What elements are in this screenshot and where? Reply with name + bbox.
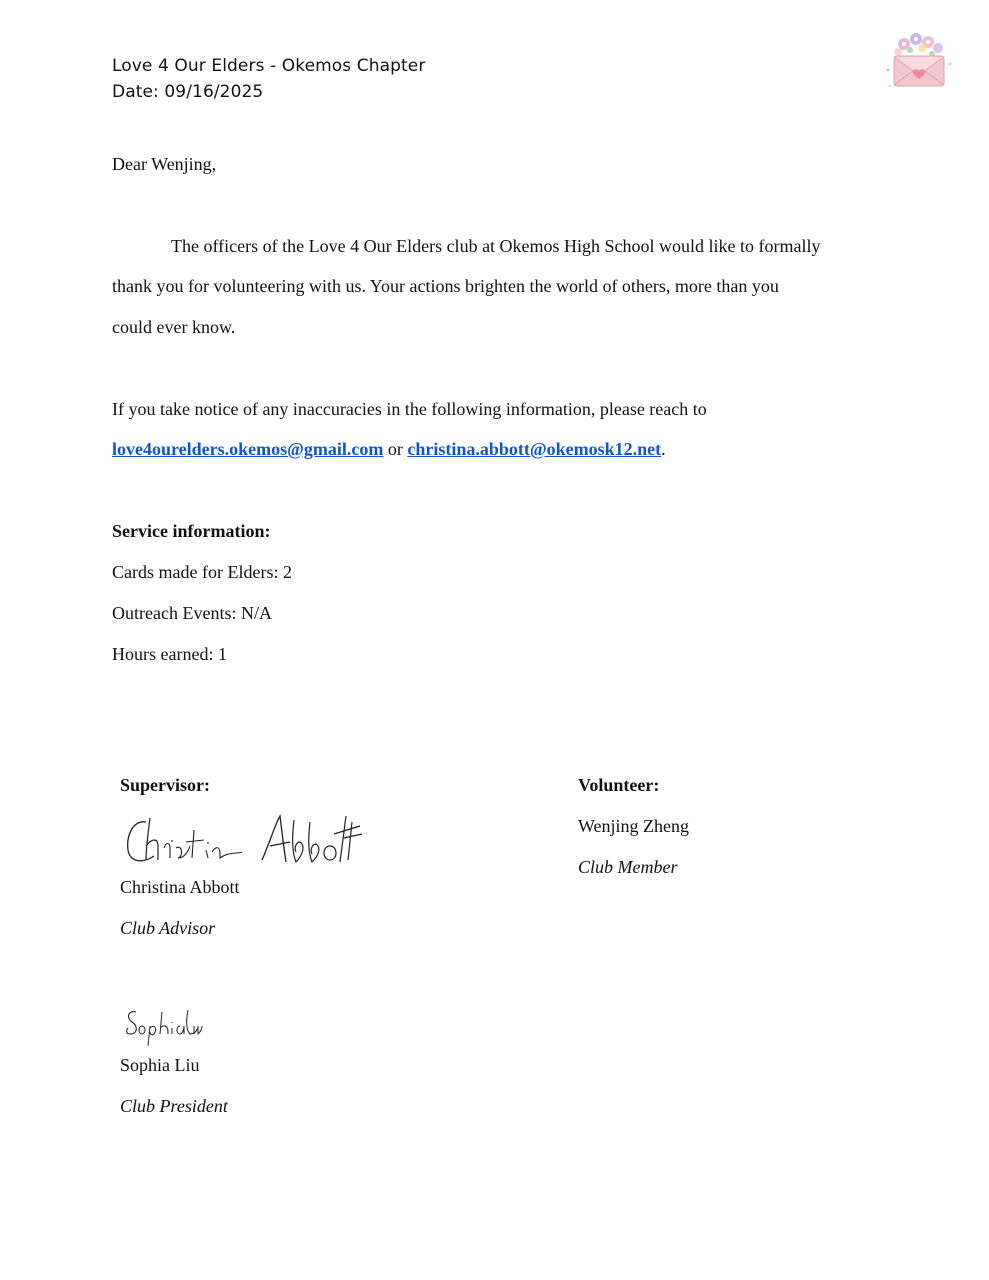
paragraph-1-line-2: thank you for volunteering with us. Your actions brighten the world of others, more than you [112, 276, 779, 296]
paragraph-1-line-1: The officers of the Love 4 Our Elders club at Okemos High School would like to formally [171, 236, 821, 256]
or-text: or [383, 439, 408, 459]
email-link-club[interactable]: love4ourelders.okemos@gmail.com [112, 439, 384, 459]
supervisor-role: Club Advisor [120, 918, 216, 938]
email-link-advisor[interactable]: christina.abbott@okemosk12.net [407, 439, 662, 459]
paragraph-2-line-1: If you take notice of any inaccuracies in the following information, please reach to [112, 399, 707, 419]
date-line: Date: 09/16/2025 [112, 82, 264, 102]
president-signature [124, 1004, 204, 1048]
service-heading: Service information: [112, 521, 271, 541]
service-events: Outreach Events: N/A [112, 603, 272, 623]
org-title: Love 4 Our Elders - Okemos Chapter [112, 56, 426, 76]
supervisor-heading: Supervisor: [120, 775, 210, 795]
period: . [661, 439, 666, 459]
volunteer-role: Club Member [578, 857, 678, 877]
supervisor-signature [124, 812, 364, 872]
supervisor-name: Christina Abbott [120, 877, 240, 897]
president-name: Sophia Liu [120, 1055, 200, 1075]
volunteer-heading: Volunteer: [578, 775, 660, 795]
contact-line [112, 439, 666, 460]
volunteer-name: Wenjing Zheng [578, 816, 690, 836]
service-hours: Hours earned: 1 [112, 644, 227, 664]
service-cards: Cards made for Elders: 2 [112, 562, 292, 582]
president-role: Club President [120, 1096, 228, 1116]
greeting: Dear Wenjing, [112, 154, 217, 174]
paragraph-1-line-3: could ever know. [112, 317, 236, 337]
envelope-flowers-icon [882, 30, 956, 92]
